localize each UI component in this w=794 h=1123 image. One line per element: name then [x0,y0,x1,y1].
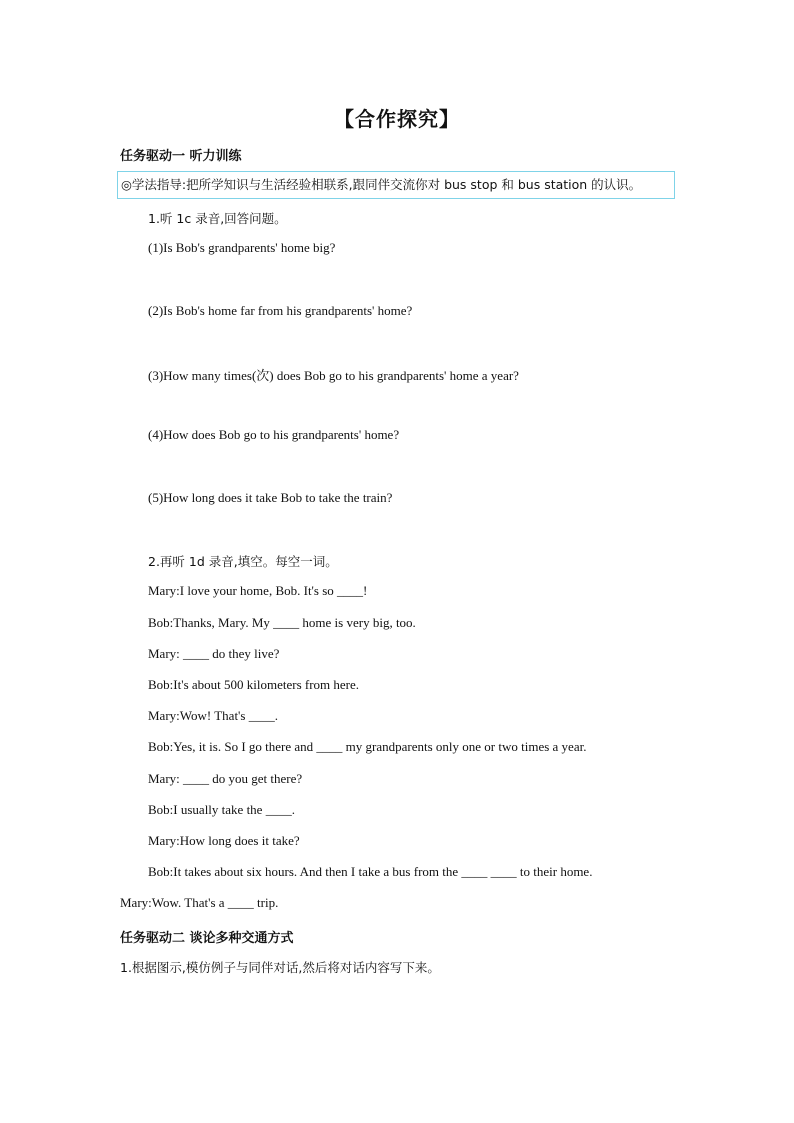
question-1: (1)Is Bob's grandparents' home big? [148,240,336,255]
study-tip-box: ◎学法指导:把所学知识与生活经验相联系,跟同伴交流你对 bus stop 和 bus station 的认识。 [117,171,675,199]
fill-blank-intro: 2.再听 1d 录音,填空。每空一词。 [148,554,338,569]
dialogue-line: Mary:Wow! That's ____. [148,708,278,723]
page-title: 【合作探究】 [334,107,460,131]
dialogue-line: Mary:I love your home, Bob. It's so ____! [148,583,368,598]
dialogue-line: Bob:I usually take the ____. [148,802,295,817]
question-5: (5)How long does it take Bob to take the train? [148,490,393,505]
dialogue-line: Bob:Yes, it is. So I go there and ____ my grandparents only one or two times a year. [148,739,587,754]
question-3: (3)How many times(次) does Bob go to his grandparents' home a year? [148,368,519,383]
dialogue-line: Bob:It's about 500 kilometers from here. [148,677,360,692]
dialogue-line: Bob:It takes about six hours. And then I take a bus from the ____ ____ to their home. [148,864,593,879]
listening-question-intro: 1.听 1c 录音,回答问题。 [148,211,287,226]
task2-instruction: 1.根据图示,模仿例子与同伴对话,然后将对话内容写下来。 [120,960,440,975]
task1-heading: 任务驱动一 听力训练 [120,149,242,164]
task2-heading: 任务驱动二 谈论多种交通方式 [120,931,294,946]
dialogue-line: Mary:How long does it take? [148,833,300,848]
dialogue-line: Bob:Thanks, Mary. My ____ home is very big, too. [148,615,416,630]
dialogue-line: Mary: ____ do they live? [148,646,280,661]
dialogue-line: Mary: ____ do you get there? [148,771,303,786]
dialogue-line-last: Mary:Wow. That's a ____ trip. [120,895,279,910]
question-4: (4)How does Bob go to his grandparents' home? [148,427,400,442]
question-2: (2)Is Bob's home far from his grandparents' home? [148,303,413,318]
